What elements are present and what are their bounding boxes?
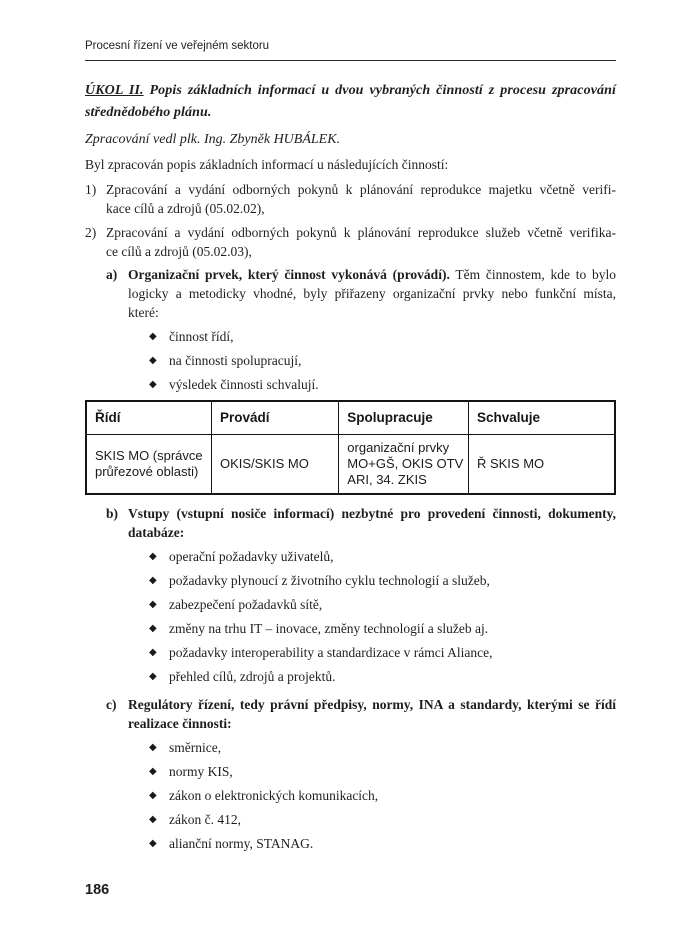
bullet-item: ◆ alianční normy, STANAG. [149, 836, 314, 851]
section-b-heading [106, 504, 616, 542]
table-header-provadi: Provádí [211, 401, 338, 435]
section-c [85, 695, 616, 853]
table-cell-ridi: SKIS MO (správce průřezové oblasti) [86, 435, 211, 495]
diamond-bullet-icon: ◆ [149, 379, 157, 390]
diamond-bullet-icon: ◆ [149, 838, 157, 849]
task-title-line1-text: Popis základních informací u dvou vybraných činností z procesu zpracování [149, 83, 616, 98]
section-c-heading [106, 695, 616, 733]
numbered-item-2 [85, 223, 616, 261]
section-a [85, 265, 616, 394]
section-a-paragraph: Organizační prvek, který činnost vykonává (provádí). Těm činnostem, kde to bylo logicky a metodicky vhodné, byly přiřazeny organizační prvky nebo funkční místa, které: [128, 267, 617, 320]
numbered-item-1 [85, 180, 616, 218]
diamond-bullet-icon: ◆ [149, 551, 157, 562]
numbered-item-1-marker: 1) [85, 182, 97, 197]
diamond-bullet-icon: ◆ [149, 599, 157, 610]
section-b-paragraph: Vstupy (vstupní nosiče informací) nezbytné pro provedení činnosti, dokumenty, databáze: [128, 506, 616, 540]
bullet-item: ◆ změny na trhu IT – inovace, změny technologií a služeb aj. [149, 621, 489, 636]
bullet-item: ◆ operační požadavky uživatelů, [149, 549, 334, 564]
table-header-ridi: Řídí [86, 401, 211, 435]
numbered-item-2-marker: 2) [85, 225, 97, 240]
table-cell-provadi: OKIS/SKIS MO [211, 435, 338, 495]
numbered-item-2-text: Zpracování a vydání odborných pokynů k plánování reprodukce služeb včetně verifika- ce cílů a zdrojů (05.02.03), [106, 225, 616, 259]
diamond-bullet-icon: ◆ [149, 671, 157, 682]
bullet-item: ◆ požadavky interoperability a standardizace v rámci Aliance, [149, 645, 493, 660]
diamond-bullet-icon: ◆ [149, 790, 157, 801]
bullet-item: ◆ činnost řídí, [149, 329, 234, 344]
section-a-bold-lead: Organizační prvek, který činnost vykonává (provádí). [128, 267, 450, 282]
section-c-paragraph: Regulátory řízení, tedy právní předpisy, normy, INA a standardy, kterými se řídí realizace činnosti: [128, 697, 616, 731]
bullet-item: ◆ zákon o elektronických komunikacích, [149, 788, 379, 803]
responsibility-table [85, 400, 616, 495]
numbered-item-1-text: Zpracování a vydání odborných pokynů k plánování reprodukce majetku včetně verifi- kace cílů a zdrojů (05.02.02), [106, 182, 616, 216]
diamond-bullet-icon: ◆ [149, 623, 157, 634]
bullet-item: ◆ výsledek činnosti schvalují. [149, 377, 319, 392]
diamond-bullet-icon: ◆ [149, 355, 157, 366]
section-a-marker: a) [106, 267, 118, 282]
diamond-bullet-icon: ◆ [149, 766, 157, 777]
table-header-spolupracuje: Spolupracuje [339, 401, 469, 435]
page-number: 186 [85, 882, 110, 898]
task-title-line2: střednědobého plánu. [85, 105, 212, 120]
task-title [85, 80, 616, 124]
diamond-bullet-icon: ◆ [149, 575, 157, 586]
table-cell-schvaluje: Ř SKIS MO [468, 435, 615, 495]
task-label: ÚKOL II. [85, 83, 144, 98]
table-cell-spolupracuje: organizační prvky MO+GŠ, OKIS OTV ARI, 34. ZKIS [339, 435, 469, 495]
intro-paragraph: Byl zpracován popis základních informací u následujících činností: [85, 157, 449, 172]
running-header: Procesní řízení ve veřejném sektoru [85, 40, 270, 52]
diamond-bullet-icon: ◆ [149, 331, 157, 342]
task-title-line1 [85, 80, 616, 102]
bullet-item: ◆ zákon č. 412, [149, 812, 241, 827]
table-row [86, 435, 615, 495]
bullet-item: ◆ zabezpečení požadavků sítě, [149, 597, 323, 612]
section-c-marker: c) [106, 697, 117, 712]
header-divider [85, 60, 616, 61]
section-b [85, 504, 616, 686]
section-b-marker: b) [106, 506, 119, 521]
subtitle: Zpracování vedl plk. Ing. Zbyněk HUBÁLEK. [85, 132, 341, 147]
diamond-bullet-icon: ◆ [149, 742, 157, 753]
bullet-item: ◆ normy KIS, [149, 764, 233, 779]
bullet-item: ◆ přehled cílů, zdrojů a projektů. [149, 669, 336, 684]
diamond-bullet-icon: ◆ [149, 814, 157, 825]
section-a-heading [106, 265, 616, 322]
diamond-bullet-icon: ◆ [149, 647, 157, 658]
bullet-item: ◆ směrnice, [149, 740, 222, 755]
bullet-item: ◆ požadavky plynoucí z životního cyklu technologií a služeb, [149, 573, 490, 588]
table-header-row [86, 401, 615, 435]
document-page [85, 0, 616, 853]
table-header-schvaluje: Schvaluje [468, 401, 615, 435]
bullet-item: ◆ na činnosti spolupracují, [149, 353, 302, 368]
